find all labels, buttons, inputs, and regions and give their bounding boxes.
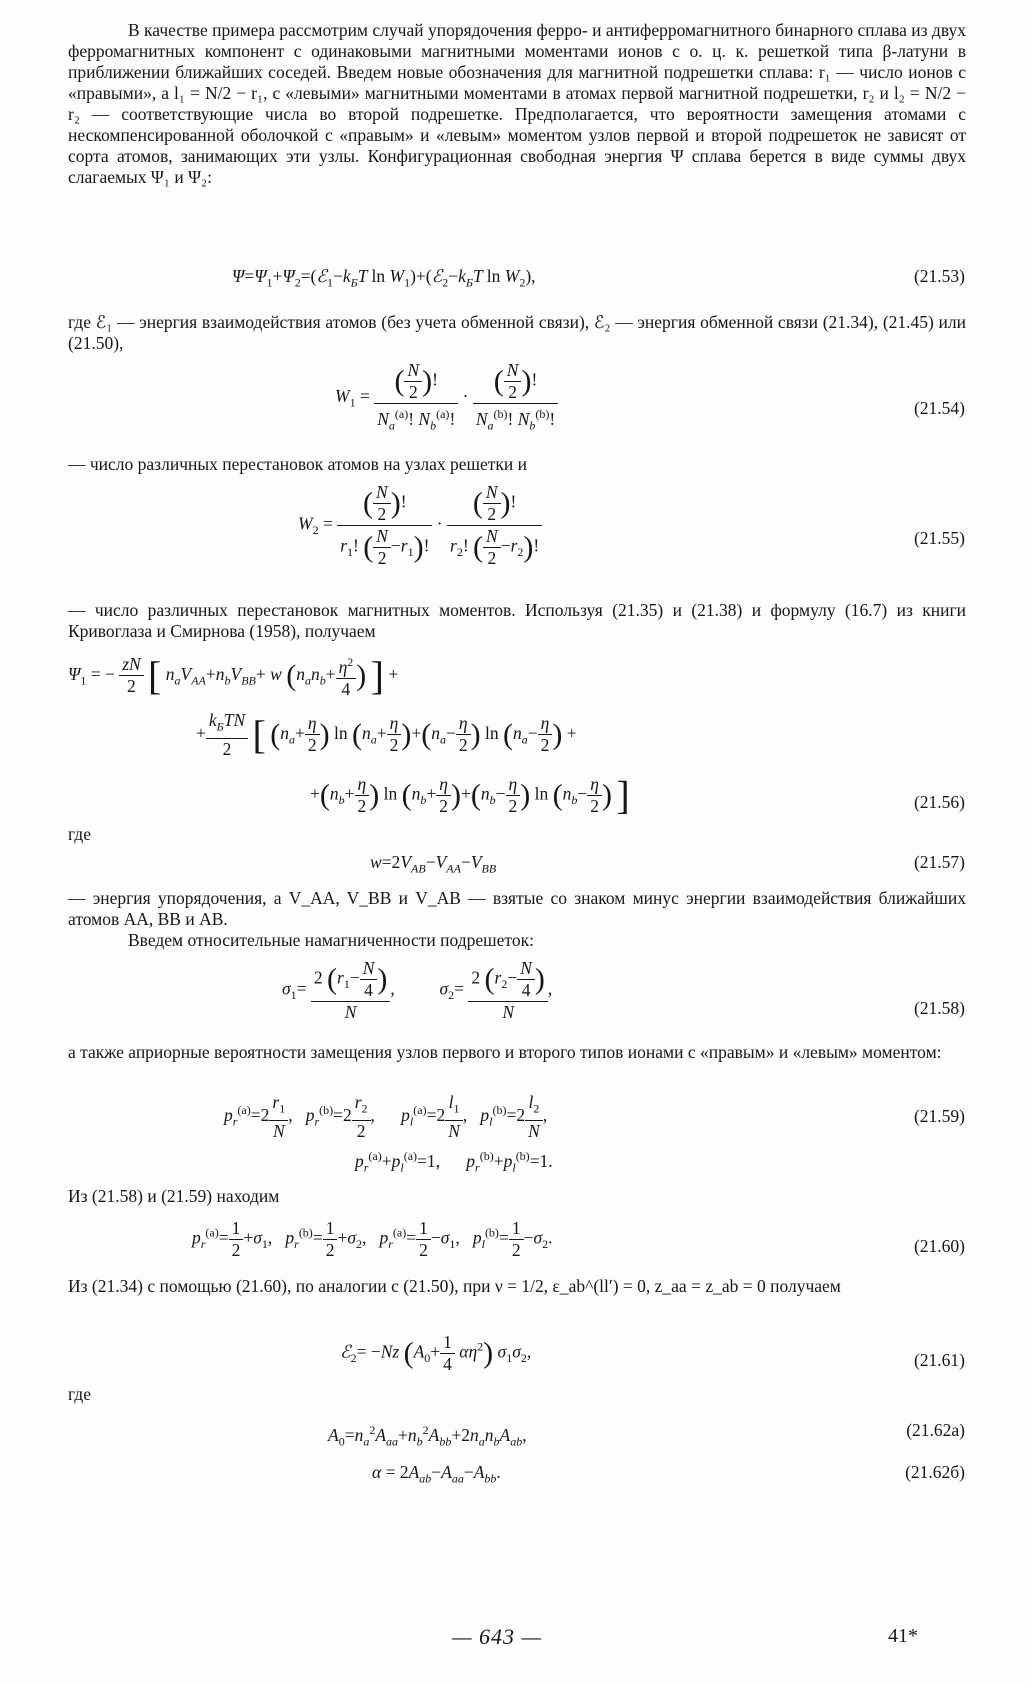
equation-21-61	[0, 1332, 1029, 1386]
equation-21-62b	[0, 1462, 1029, 1502]
paragraph-magnetizations: Введем относительные намагниченности подрешеток:	[128, 930, 534, 950]
paragraph-from-21-34: Из (21.34) с помощью (21.60), по аналогии с (21.50), при ν = 1/2, ε_ab^(ll′) = 0, z_aa = z_ab = 0 получаем	[68, 1276, 841, 1296]
paragraph-permutations: — число различных перестановок атомов на узлах решетки и	[68, 454, 528, 474]
equation-body: $\Psi=\Psi_1+\Psi_2=(ℰ_1-k_БT$ $\ln W_1)+(ℰ_2-k_БT$ $\ln W_2$),	[232, 266, 536, 290]
equation-number: (21.57)	[913, 852, 965, 872]
equation-number: (21.60)	[913, 1236, 965, 1256]
paragraph-intro: В качестве примера рассмотрим случай упорядочения ферро- и антиферромагнитного бинарного сплава из двух ферромагнитных компонент с одинаковыми магнитными моментами ионов с о. ц. к. решеткой типа β-латуни в приближении ближайших соседей. Введем новые обозначения для магнитной подрешетки сплава: r₁ — число ионов с «правыми», а l₁ = N/2 − r₁, с «левыми» магнитными моментами в атомах первой магнитной подрешетки, r₂ и l₂ = N/2 − r₂ — соответствующие числа во второй подрешетке. Предполагается, что вероятности замещения атомами с нескомпенсированной оболочкой с «правым» и «левым» моментом узлов первой и второй подрешеток не зависят от сорта атомов, занимающих эти узлы. Конфигурационная свободная энергия Ψ сплава берется в виде суммы двух слагаемых Ψ₁ и Ψ₂:	[68, 20, 966, 187]
page-number: — 643 —	[452, 1624, 543, 1649]
equation-21-57	[0, 852, 1029, 892]
equation-number: (21.58)	[913, 998, 965, 1018]
equation-21-56	[0, 652, 1029, 832]
equation-21-58	[0, 958, 1029, 1038]
equation-line-2: $p_r^{(a)}+p_l^{(a)}=1$, $p_r^{(b)}+p_l^{(b)}=1$.	[355, 1149, 553, 1175]
equation-21-54	[0, 360, 1029, 440]
equation-number: (21.56)	[913, 792, 965, 812]
sheet-signature: 41*	[888, 1625, 918, 1647]
equation-number: (21.59)	[913, 1106, 965, 1126]
equation-21-59	[0, 1092, 1029, 1182]
equation-body: $\sigma_1=$ 2 ($r_1-$ $\frac{N}{4}$ ) N , $\sigma_2=$ 2 ($r_2-$ $\frac{N}{4}$ ) N ,	[282, 958, 553, 1022]
equation-21-55	[0, 482, 1029, 582]
paragraph-from: Из (21.58) и (21.59) находим	[68, 1186, 280, 1206]
equation-body: $w=2V_{AB}-V_{AA}-V_{BB}$	[370, 852, 497, 876]
paragraph-where-2: где	[68, 1384, 91, 1404]
equation-number: (21.61)	[913, 1350, 965, 1370]
page-footer	[0, 1626, 1029, 1656]
equation-line-1: $p_r^{(a)}=2$ $\frac{r_1}{N}$ , $p_r^{(b)}=2$ $\frac{r_2}{2}$ , $p_l^{(a)}=2$ $\frac{l_1}{N}$ , $p_l^{(b)}=2$ $\frac{l_2}{N}$ ,	[224, 1092, 548, 1141]
equation-line-1: $\Psi_1$ = − $\frac{zN}{2}$ [ $n_aV_{AA}+n_bV_{BB}+ w$ ($n_an_b+$ $\frac{\eta^2}{4}$ ) ] +	[68, 652, 399, 699]
equation-number: (21.55)	[913, 528, 965, 548]
equation-number: (21.62б)	[905, 1462, 965, 1482]
paragraph-where-1: где	[68, 824, 91, 844]
equation-body: ℰ$_2$= −Nz ($A_0+$ $\frac{1}{4}$ $\alpha\eta^2$) $\sigma_1\sigma_2$,	[340, 1332, 532, 1374]
equation-number: (21.62а)	[906, 1420, 965, 1440]
equation-21-62a	[0, 1420, 1029, 1460]
equation-body: $A_0=n_a^2A_{aa}+n_b^2A_{bb}+2n_an_bA_{ab}$,	[328, 1423, 527, 1449]
equation-21-53	[0, 266, 1029, 306]
paragraph-probabilities: а также априорные вероятности замещения узлов первого и второго типов ионами с «правым» и «левым» моментом:	[68, 1042, 942, 1062]
equation-number: (21.53)	[913, 266, 965, 286]
equation-line-2: + $\frac{k_БTN}{2}$ [ ($n_a+$ $\frac{\eta}{2}$ ) $\ln (n_a+$ $\frac{\eta}{2}$ )$+(n_a-$ $\frac{\eta}{2}$ ) $\ln (n_a-$ $\frac{\eta}{2}$ ) +	[196, 710, 577, 759]
equation-line-3: $+(n_b+$ $\frac{\eta}{2}$ ) $\ln (n_b+$ $\frac{\eta}{2}$ )$+(n_b-$ $\frac{\eta}{2}$ ) $\ln (n_b-$ $\frac{\eta}{2}$ ) ]	[310, 772, 630, 818]
paragraph-ordering-energy: — энергия упорядочения, а V_AA, V_BB и V_AB — взятые со знаком минус энергии взаимодействия ближайших атомов AA, BB и AB.	[68, 888, 966, 929]
equation-21-60	[0, 1218, 1029, 1272]
equation-body: $p_r^{(a)}=$ $\frac{1}{2}$ $+\sigma_1$, $p_r^{(b)}=$ $\frac{1}{2}$ $+\sigma_2$, $p_r^{(a)}=$ $\frac{1}{2}$ $-\sigma_1$, $p_l^{(b)}=$ $\frac{1}{2}$ $-\sigma_2$.	[192, 1218, 553, 1260]
equation-number: (21.54)	[913, 398, 965, 418]
equation-body: $\alpha = 2A_{ab}-A_{aa}-A_{bb}$.	[372, 1462, 501, 1486]
equation-body: $W_1$ = ( $\frac{N}{2}$ )! $N_a^{(a)}$! $N_b^{(a)}$! · ( $\frac{N}{2}$ )! $N_a^{(b)}$! $N_b^{(b)}$!	[335, 360, 558, 436]
paragraph-energy: где ℰ₁ — энергия взаимодействия атомов (без учета обменной связи), ℰ₂ — энергия обменной связи (21.34), (21.45) или (21.50),	[68, 312, 966, 353]
paragraph-magnetic-permutations: — число различных перестановок магнитных моментов. Используя (21.35) и (21.38) и формулу (16.7) из книги Кривоглаза и Смирнова (1958), получаем	[68, 600, 966, 641]
equation-body: $W_2$ = ( $\frac{N}{2}$ )! $r_1$! ( $\frac{N}{2}$ $-r_1$)! · ( $\frac{N}{2}$ )! $r_2$! ( $\frac{N}{2}$ $-r_2$)!	[298, 482, 542, 569]
